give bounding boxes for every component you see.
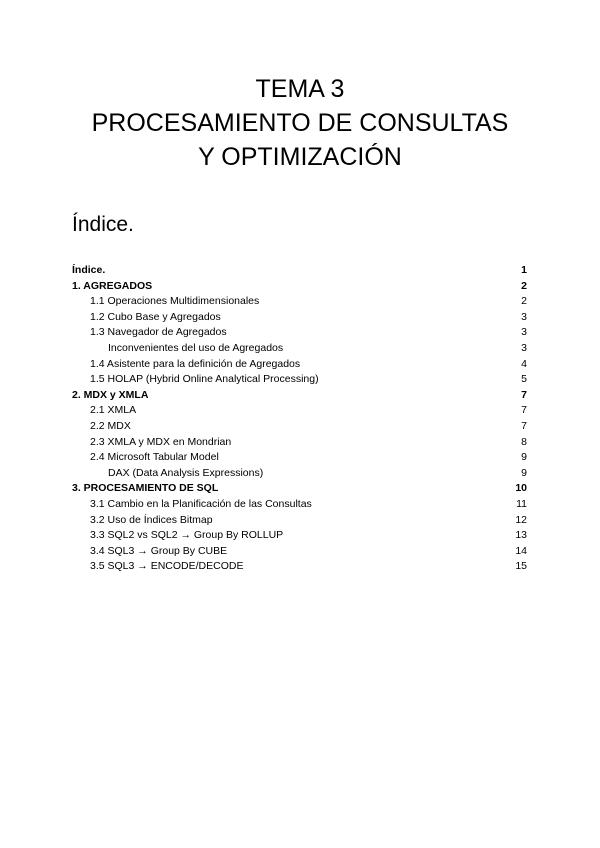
toc-entry-page: 7	[521, 419, 527, 432]
toc-entry-text: DAX (Data Analysis Expressions)	[108, 466, 264, 479]
toc-entry-page: 15	[515, 560, 527, 573]
toc-entry[interactable]	[72, 435, 527, 451]
toc-entry[interactable]	[72, 325, 527, 341]
document-title	[0, 72, 600, 174]
toc-entry-text: 2.1 XMLA	[90, 404, 137, 417]
toc-entry-page: 9	[521, 466, 527, 479]
toc-entry[interactable]	[72, 341, 527, 357]
toc-entry-text: Inconvenientes del uso de Agregados	[108, 341, 284, 354]
toc-entry[interactable]	[72, 450, 527, 466]
toc-entry-page: 2	[521, 279, 527, 292]
toc-entry-text: 2. MDX y XMLA	[72, 388, 149, 401]
toc-entry-page: 3	[521, 326, 527, 339]
toc-entry[interactable]	[72, 403, 527, 419]
toc-entry-text: 1.4 Asistente para la definición de Agregados	[90, 357, 301, 370]
toc-entry-text: 1.3 Navegador de Agregados	[90, 326, 227, 339]
toc-entry[interactable]	[72, 419, 527, 435]
toc-entry[interactable]	[72, 481, 527, 497]
table-of-contents	[72, 263, 527, 575]
index-heading: Índice.	[72, 213, 134, 236]
toc-entry[interactable]	[72, 466, 527, 482]
toc-entry[interactable]	[72, 310, 527, 326]
toc-entry-page: 2	[521, 295, 527, 308]
toc-entry-text: Índice.	[72, 264, 106, 276]
title-line-2: PROCESAMIENTO DE CONSULTAS	[91, 109, 509, 137]
title-line-1: TEMA 3	[255, 75, 345, 103]
toc-entry[interactable]	[72, 357, 527, 373]
toc-entry-text: 3.2 Uso de Índices Bitmap	[90, 513, 213, 526]
toc-entry-text: 3.3 SQL2 vs SQL2 → Group By ROLLUP	[90, 529, 284, 542]
toc-entry-text: 1.2 Cubo Base y Agregados	[90, 310, 221, 323]
toc-entry-page: 11	[516, 497, 527, 510]
toc-entry[interactable]	[72, 528, 527, 544]
toc-entry[interactable]	[72, 294, 527, 310]
toc-entry-page: 1	[521, 264, 527, 276]
toc-entry-page: 13	[515, 529, 527, 542]
toc-entry[interactable]	[72, 279, 527, 295]
toc-entry[interactable]	[72, 513, 527, 529]
toc-entry-page: 5	[521, 373, 527, 386]
toc-entry-text: 3.5 SQL3 → ENCODE/DECODE	[90, 560, 244, 573]
toc-entry-page: 14	[515, 544, 527, 557]
toc-entry-page: 7	[521, 388, 527, 401]
toc-entry-text: 3. PROCESAMIENTO DE SQL	[72, 482, 219, 495]
toc-entry-text: 2.3 XMLA y MDX en Mondrian	[90, 435, 232, 448]
toc-entry-page: 9	[521, 451, 527, 464]
toc-entry-text: 2.4 Microsoft Tabular Model	[90, 451, 219, 464]
toc-entry-page: 3	[521, 341, 527, 354]
toc-entry[interactable]	[72, 559, 527, 575]
title-line-3: Y OPTIMIZACIÓN	[198, 143, 402, 171]
toc-entry-page: 10	[515, 482, 527, 495]
toc-entry[interactable]	[72, 263, 527, 279]
toc-entry[interactable]	[72, 372, 527, 388]
toc-entry-text: 1.5 HOLAP (Hybrid Online Analytical Processing)	[90, 373, 319, 386]
toc-entry-page: 7	[521, 404, 527, 417]
toc-entry-page: 12	[515, 513, 527, 526]
toc-entry[interactable]	[72, 544, 527, 560]
toc-entry[interactable]	[72, 388, 527, 404]
toc-entry-text: 2.2 MDX	[90, 419, 131, 432]
toc-entry-page: 3	[521, 310, 527, 323]
toc-entry-page: 8	[521, 435, 527, 448]
toc-entry-text: 3.4 SQL3 → Group By CUBE	[90, 544, 228, 557]
toc-entry-text: 1. AGREGADOS	[72, 279, 153, 292]
toc-entry[interactable]	[72, 497, 527, 513]
toc-entry-page: 4	[521, 357, 527, 370]
toc-entry-text: 3.1 Cambio en la Planificación de las Consultas	[90, 497, 312, 510]
toc-entry-text: 1.1 Operaciones Multidimensionales	[90, 295, 260, 308]
